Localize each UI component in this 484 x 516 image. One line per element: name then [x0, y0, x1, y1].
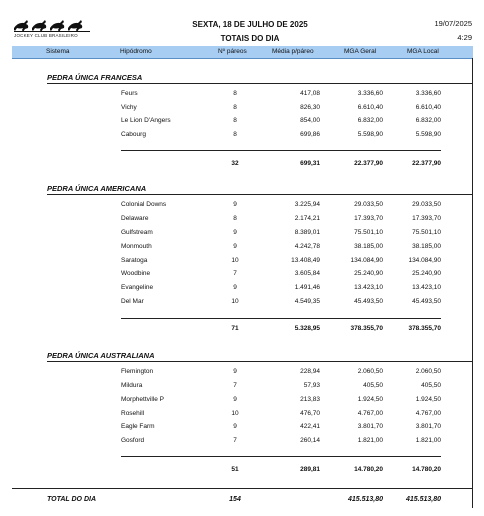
- grand-total-pareos: 154: [229, 496, 241, 503]
- table-row: Monmouth 9 4.242,78 38.185,00 38.185,00: [121, 243, 441, 250]
- grand-total-divider: [12, 488, 472, 489]
- table-row: Gulfstream 9 8.389,01 75.501,10 75.501,10: [121, 229, 441, 236]
- table-row: Cabourg 8 699,86 5.598,90 5.598,90: [121, 131, 441, 138]
- subtotal-row: 51 289,81 14.780,20 14.780,20: [231, 466, 441, 473]
- page-indicator: 4:29: [457, 33, 472, 42]
- col-mga-local: MGA Local: [407, 48, 439, 55]
- table-row: Rosehill 10 476,70 4.767,00 4.767,00: [121, 410, 441, 417]
- table-row: Feurs 8 417,08 3.336,60 3.336,60: [121, 90, 441, 97]
- subtotal-row: 32 699,31 22.377,90 22.377,90: [231, 160, 441, 167]
- table-row: Mildura 7 57,93 405,50 405,50: [121, 382, 441, 389]
- section-divider: [47, 194, 472, 195]
- col-sistema: Sistema: [46, 48, 70, 55]
- table-row: Woodbine 7 3.605,84 25.240,90 25.240,90: [121, 270, 441, 277]
- col-media: Média p/páreo: [272, 48, 314, 55]
- table-row: Saratoga 10 13.408,49 134.084,90 134.084,90: [121, 257, 441, 264]
- section-title: PEDRA ÚNICA FRANCESA: [47, 73, 143, 82]
- report-date: 19/07/2025: [434, 19, 472, 28]
- section-divider: [47, 361, 472, 362]
- column-header-bar: [12, 46, 473, 59]
- table-row: Gosford 7 260,14 1.821,00 1.821,00: [121, 437, 441, 444]
- subtotal-divider: [121, 456, 441, 457]
- col-hipodromo: Hipódromo: [120, 48, 152, 55]
- table-row: Colonial Downs 9 3.225,94 29.033,50 29.033,50: [121, 201, 441, 208]
- table-row: Vichy 8 826,30 6.610,40 6.610,40: [121, 104, 441, 111]
- grand-total-geral: 415.513,80: [347, 496, 383, 503]
- subtotal-row: 71 5.328,95 378.355,70 378.355,70: [231, 325, 441, 332]
- table-row: Morphettville P 9 213,83 1.924,50 1.924,50: [121, 396, 441, 403]
- section-title: PEDRA ÚNICA AMERICANA: [47, 184, 147, 193]
- table-row: Delaware 8 2.174,21 17.393,70 17.393,70: [121, 215, 441, 222]
- report-subtitle: TOTAIS DO DIA: [220, 34, 280, 43]
- grand-total-label: TOTAL DO DIA: [47, 496, 96, 503]
- section-divider: [47, 83, 472, 84]
- table-row: Del Mar 10 4.549,35 45.493,50 45.493,50: [121, 298, 441, 305]
- table-row: Eagle Farm 9 422,41 3.801,70 3.801,70: [121, 423, 441, 430]
- table-row: Evangeline 9 1.491,46 13.423,10 13.423,10: [121, 284, 441, 291]
- col-pareos: Nº páreos: [218, 48, 247, 55]
- report-title: SEXTA, 18 DE JULHO DE 2025: [192, 20, 308, 29]
- table-row: Flemington 9 228,94 2.060,50 2.060,50: [121, 368, 441, 375]
- subtotal-divider: [121, 150, 441, 151]
- table-row: Le Lion D'Angers 8 854,00 6.832,00 6.832,00: [121, 117, 441, 124]
- grand-total-local: 415.513,80: [405, 496, 441, 503]
- subtotal-divider: [121, 318, 441, 319]
- col-mga-geral: MGA Geral: [344, 48, 377, 55]
- section-title: PEDRA ÚNICA AUSTRALIANA: [47, 351, 155, 360]
- logo-caption: JOCKEY CLUB BRASILEIRO: [14, 33, 78, 38]
